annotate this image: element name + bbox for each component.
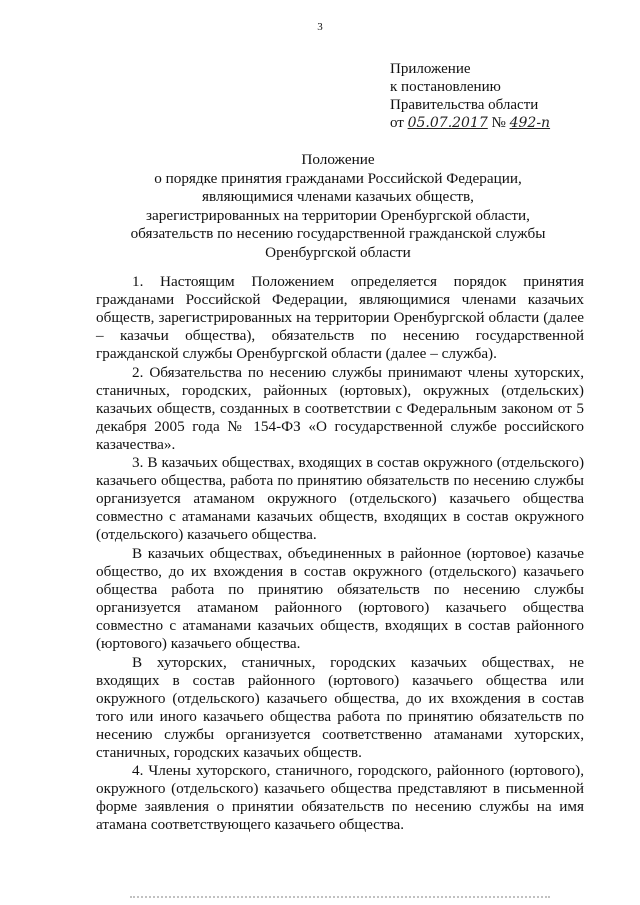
title-line-6: Оренбургской области	[265, 243, 411, 261]
handwritten-date: 05.07.2017	[407, 115, 488, 131]
page-number: 3	[317, 21, 323, 33]
paragraph-6: 4. Члены хуторского, станичного, городского, районного (юртового), окружного (отдельского) казачьего общества представляют в письменной форме заявления о принятии обязательств по несению службы на имя атамана соответствующего казачьего общества.	[96, 762, 584, 834]
handwritten-number: 492-п	[509, 115, 551, 131]
title-line-4: зарегистрированных на территории Оренбургской области,	[146, 206, 530, 224]
appendix-line-1: Приложение	[390, 61, 471, 77]
appendix-line-3: Правительства области	[390, 97, 539, 113]
title-line-2: о порядке принятия гражданами Российской Федерации,	[154, 169, 522, 187]
paragraph-2: 2. Обязательства по несению службы принимают члены хуторских, станичных, городских, районных (юртовых), окружных (отдельских) казачьих обществ, созданных в соответствии с Федеральным законом от 5 декабря 2005 года № 154-ФЗ «О государственной службе российского казачества».	[96, 363, 584, 453]
title-line-3: являющимися членами казачьих обществ,	[202, 188, 474, 206]
title-line-1: Положение	[301, 151, 375, 168]
title-line-5: обязательств по несению государственной гражданской службы	[130, 225, 546, 243]
date-prefix: от	[390, 115, 404, 131]
paragraph-3: 3. В казачьих обществах, входящих в состав окружного (отдельского) казачьего общества, работа по принятию обязательств по несению службы организуется атаманом окружного (отдельского) казачьего общества совместно с атаманами казачьих обществ, входящих в состав окружного (отдельского) казачьего общества.	[96, 454, 584, 544]
document-title	[96, 151, 580, 263]
number-sign: №	[491, 115, 506, 131]
document-body	[96, 273, 584, 835]
paragraph-4: В казачьих обществах, объединенных в районное (юртовое) казачье общество, до их вхождения в состав окружного (отдельского) казачьего общества работа по принятию обязательств по несению службы организуется атаманом районного (юртового) казачьего общества совместно с атаманами казачьих обществ, входящих в состав районного (юртового) казачьего общества.	[96, 544, 584, 653]
appendix-line-2: к постановлению	[390, 79, 501, 95]
appendix-header	[390, 60, 550, 132]
paragraph-5: В хуторских, станичных, городских казачьих обществах, не входящих в состав районного (юртового) казачьего общества или окружного (отдельского) казачьего общества, до их вхождения в состав того или иного казачьего общества работа по принятию обязательств по несению службы организуется соответственно атаманами хуторских, станичных, городских казачьих обществ.	[96, 653, 584, 761]
cut-off-text-line	[130, 896, 550, 904]
appendix-date-line	[390, 114, 550, 132]
paragraph-1: 1. Настоящим Положением определяется порядок принятия гражданами Российской Федерации, являющимися членами казачьих обществ, зарегистрированных на территории Оренбургской области (далее – казачьи общества), обязательств по несению государственной гражданской службы Оренбургской области (далее – служба).	[96, 273, 584, 363]
